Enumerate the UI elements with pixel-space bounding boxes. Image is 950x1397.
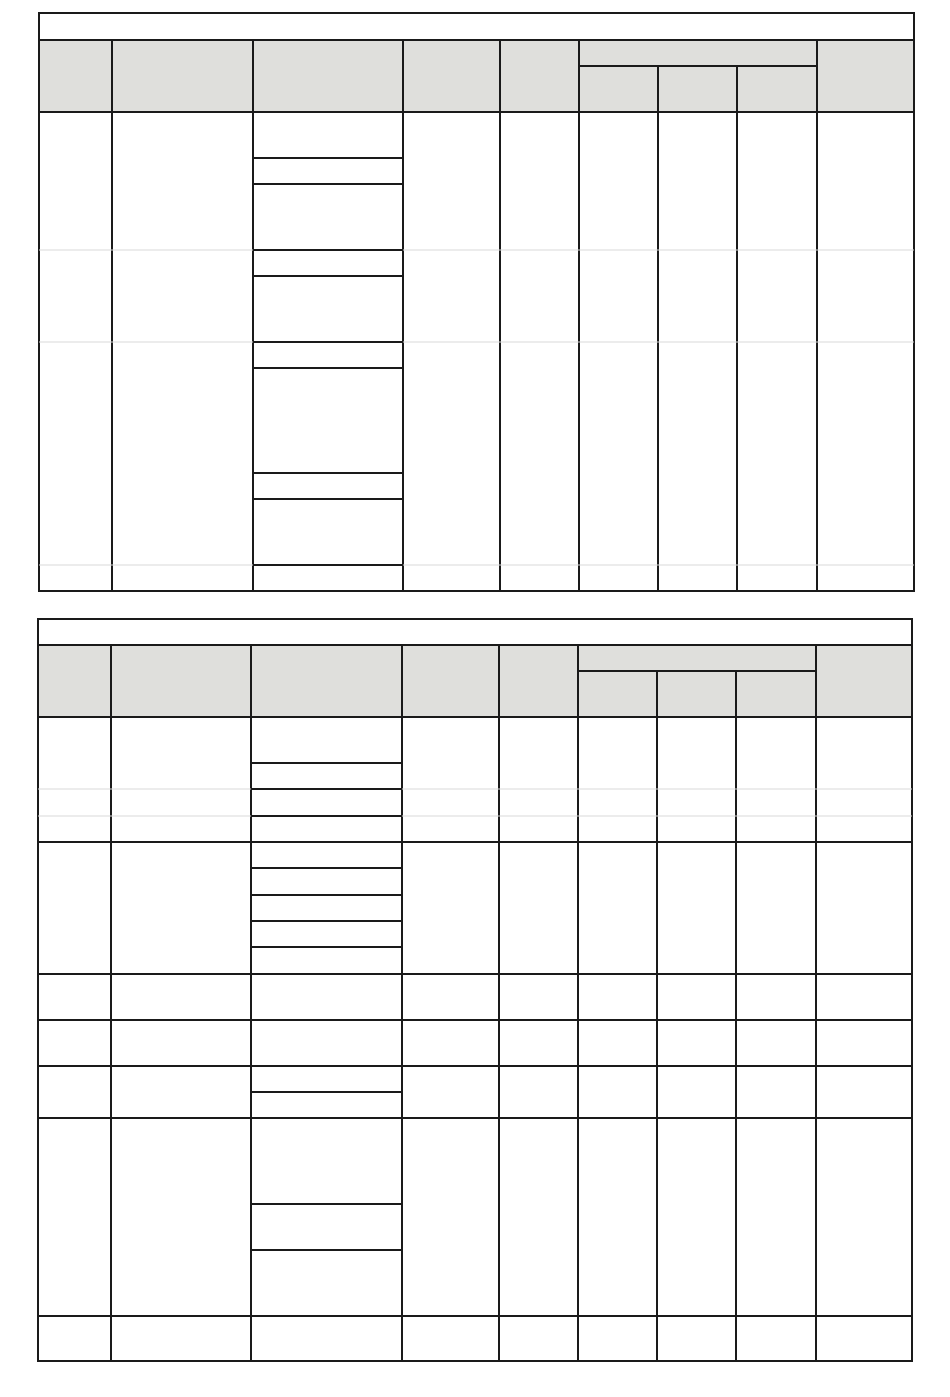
- table-2: [38, 619, 912, 1361]
- table-2-header: [38, 645, 912, 717]
- table-2-title-row: [38, 619, 912, 645]
- table-1-title-row: [39, 13, 914, 40]
- table-1-header: [39, 40, 914, 112]
- table-2-body: [38, 717, 912, 1361]
- table-1: [39, 13, 914, 591]
- table-1-body: [39, 112, 914, 591]
